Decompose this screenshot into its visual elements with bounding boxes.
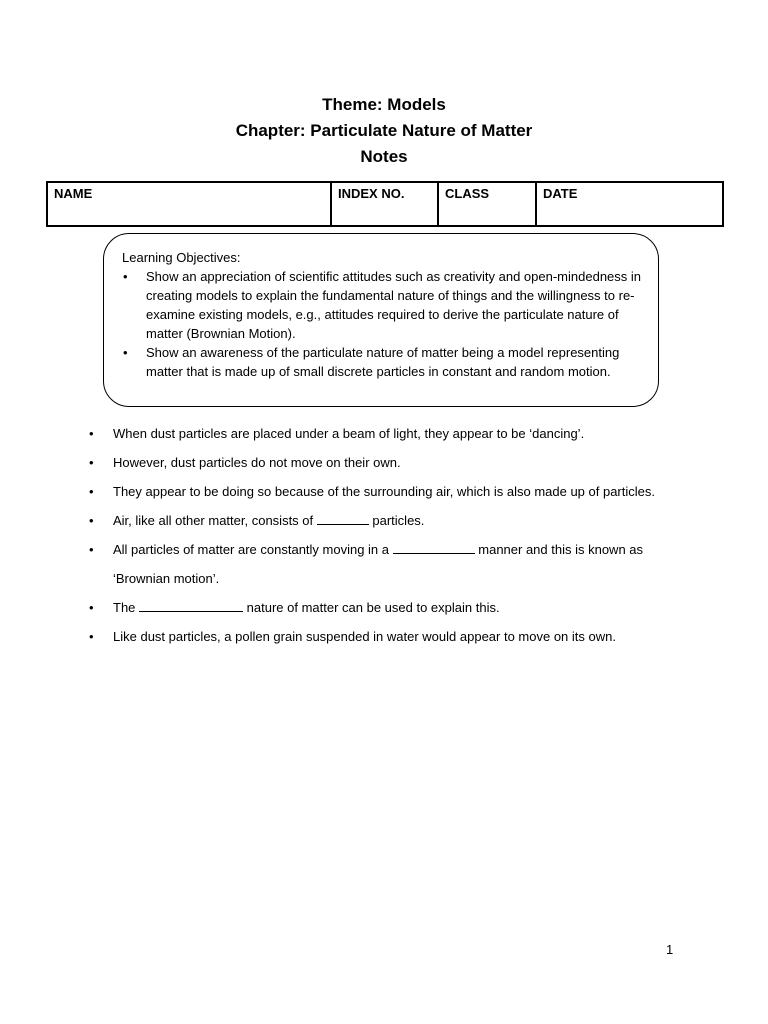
note-text: nature of matter can be used to explain this.	[246, 600, 500, 615]
note-item: • When dust particles are placed under a beam of light, they appear to be ‘dancing’.	[86, 419, 696, 448]
learning-objectives-box	[103, 233, 659, 407]
note-item: • Like dust particles, a pollen grain suspended in water would appear to move on its own.	[86, 622, 696, 651]
note-text: particles.	[372, 513, 425, 528]
notes-title: Notes	[360, 147, 408, 166]
objective-item: • Show an appreciation of scientific attitudes such as creativity and open-mindedness in creating models to explain the fundamental nature of things and the willingness to re-examine existing models, e.g., attitudes required to derive the particulate nature of matter (Brownian Motion).	[122, 267, 644, 343]
note-text: Air, like all other matter, consists of	[113, 513, 314, 528]
objective-item: • Show an awareness of the particulate nature of matter being a model representing matter that is made up of small discrete particles in constant and random motion.	[122, 343, 644, 381]
note-item	[86, 506, 696, 535]
objectives-list	[122, 267, 644, 381]
note-text: The	[113, 600, 136, 615]
class-field[interactable]: CLASS	[438, 182, 536, 226]
fill-in-blank[interactable]	[317, 511, 369, 525]
index-no-field[interactable]: INDEX NO.	[331, 182, 438, 226]
theme-title: Theme: Models	[322, 95, 446, 114]
fill-in-blank[interactable]	[393, 540, 475, 554]
note-item: • However, dust particles do not move on their own.	[86, 448, 696, 477]
student-info-table	[46, 181, 724, 227]
note-text: All particles of matter are constantly moving in a	[113, 542, 390, 557]
fill-in-blank[interactable]	[139, 598, 243, 612]
objectives-heading: Learning Objectives:	[122, 250, 241, 265]
note-text: manner and this is known as ‘Brownian motion’.	[113, 542, 644, 586]
note-item: • They appear to be doing so because of the surrounding air, which is also made up of particles.	[86, 477, 696, 506]
note-item	[86, 593, 696, 622]
name-field[interactable]: NAME	[47, 182, 331, 226]
note-item	[86, 535, 696, 593]
date-field[interactable]: DATE	[536, 182, 723, 226]
page-number: 1	[666, 942, 674, 957]
notes-list	[86, 419, 696, 651]
chapter-title: Chapter: Particulate Nature of Matter	[235, 121, 533, 140]
